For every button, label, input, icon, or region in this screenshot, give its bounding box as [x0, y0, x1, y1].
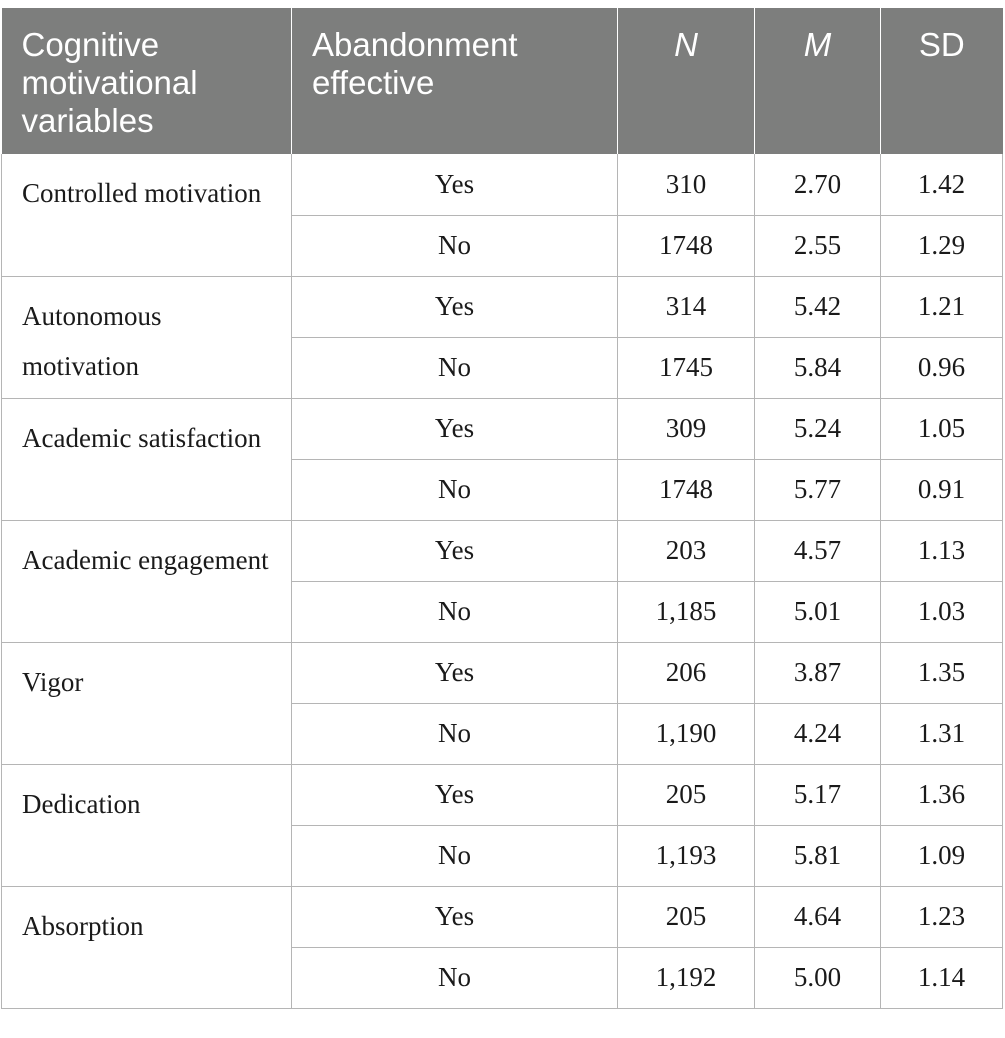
abandonment-cell: No — [292, 581, 618, 642]
header-abandonment: Abandonment effective — [292, 8, 618, 154]
table-row — [2, 764, 1003, 825]
table-row — [2, 276, 1003, 337]
n-cell: 314 — [618, 276, 755, 337]
mean-cell: 5.42 — [755, 276, 881, 337]
sd-cell: 1.36 — [881, 764, 1003, 825]
header-row — [2, 8, 1003, 154]
mean-cell: 2.70 — [755, 154, 881, 215]
variable-name-cell: Dedication — [2, 764, 292, 886]
sd-cell: 1.35 — [881, 642, 1003, 703]
abandonment-cell: No — [292, 215, 618, 276]
abandonment-cell: No — [292, 703, 618, 764]
sd-cell: 0.96 — [881, 337, 1003, 398]
sd-cell: 1.14 — [881, 947, 1003, 1008]
header-sd: SD — [881, 8, 1003, 154]
sd-cell: 1.05 — [881, 398, 1003, 459]
mean-cell: 5.24 — [755, 398, 881, 459]
header-variables: Cognitive motivational variables — [2, 8, 292, 154]
n-cell: 1,185 — [618, 581, 755, 642]
n-cell: 1745 — [618, 337, 755, 398]
sd-cell: 1.13 — [881, 520, 1003, 581]
table-body — [2, 154, 1003, 1008]
abandonment-cell: No — [292, 947, 618, 1008]
variable-name-cell: Academic satisfaction — [2, 398, 292, 520]
variable-name-cell: Controlled motivation — [2, 154, 292, 276]
mean-cell: 4.57 — [755, 520, 881, 581]
sd-cell: 1.21 — [881, 276, 1003, 337]
abandonment-cell: No — [292, 337, 618, 398]
abandonment-cell: Yes — [292, 398, 618, 459]
sd-cell: 1.09 — [881, 825, 1003, 886]
mean-cell: 4.64 — [755, 886, 881, 947]
variable-name-cell: Vigor — [2, 642, 292, 764]
mean-cell: 5.81 — [755, 825, 881, 886]
abandonment-cell: Yes — [292, 154, 618, 215]
variable-name-cell: Academic engagement — [2, 520, 292, 642]
table-row — [2, 398, 1003, 459]
abandonment-cell: Yes — [292, 642, 618, 703]
abandonment-cell: Yes — [292, 764, 618, 825]
sd-cell: 1.42 — [881, 154, 1003, 215]
table-row — [2, 886, 1003, 947]
abandonment-cell: No — [292, 459, 618, 520]
table-row — [2, 642, 1003, 703]
n-cell: 206 — [618, 642, 755, 703]
variable-name-cell: Autonomous motivation — [2, 276, 292, 398]
mean-cell: 5.84 — [755, 337, 881, 398]
mean-cell: 5.77 — [755, 459, 881, 520]
data-table — [1, 8, 1003, 1009]
mean-cell: 4.24 — [755, 703, 881, 764]
n-cell: 1748 — [618, 215, 755, 276]
n-cell: 309 — [618, 398, 755, 459]
mean-cell: 5.00 — [755, 947, 881, 1008]
n-cell: 310 — [618, 154, 755, 215]
abandonment-cell: Yes — [292, 276, 618, 337]
table-row — [2, 520, 1003, 581]
table-header — [2, 8, 1003, 154]
mean-cell: 5.01 — [755, 581, 881, 642]
table-row — [2, 154, 1003, 215]
sd-cell: 1.03 — [881, 581, 1003, 642]
sd-cell: 1.23 — [881, 886, 1003, 947]
mean-cell: 3.87 — [755, 642, 881, 703]
n-cell: 1,193 — [618, 825, 755, 886]
abandonment-cell: Yes — [292, 520, 618, 581]
n-cell: 1,192 — [618, 947, 755, 1008]
n-cell: 205 — [618, 886, 755, 947]
mean-cell: 2.55 — [755, 215, 881, 276]
sd-cell: 0.91 — [881, 459, 1003, 520]
variable-name-cell: Absorption — [2, 886, 292, 1008]
header-m: M — [755, 8, 881, 154]
sd-cell: 1.29 — [881, 215, 1003, 276]
n-cell: 205 — [618, 764, 755, 825]
sd-cell: 1.31 — [881, 703, 1003, 764]
header-n: N — [618, 8, 755, 154]
abandonment-cell: Yes — [292, 886, 618, 947]
abandonment-cell: No — [292, 825, 618, 886]
n-cell: 203 — [618, 520, 755, 581]
n-cell: 1748 — [618, 459, 755, 520]
n-cell: 1,190 — [618, 703, 755, 764]
mean-cell: 5.17 — [755, 764, 881, 825]
